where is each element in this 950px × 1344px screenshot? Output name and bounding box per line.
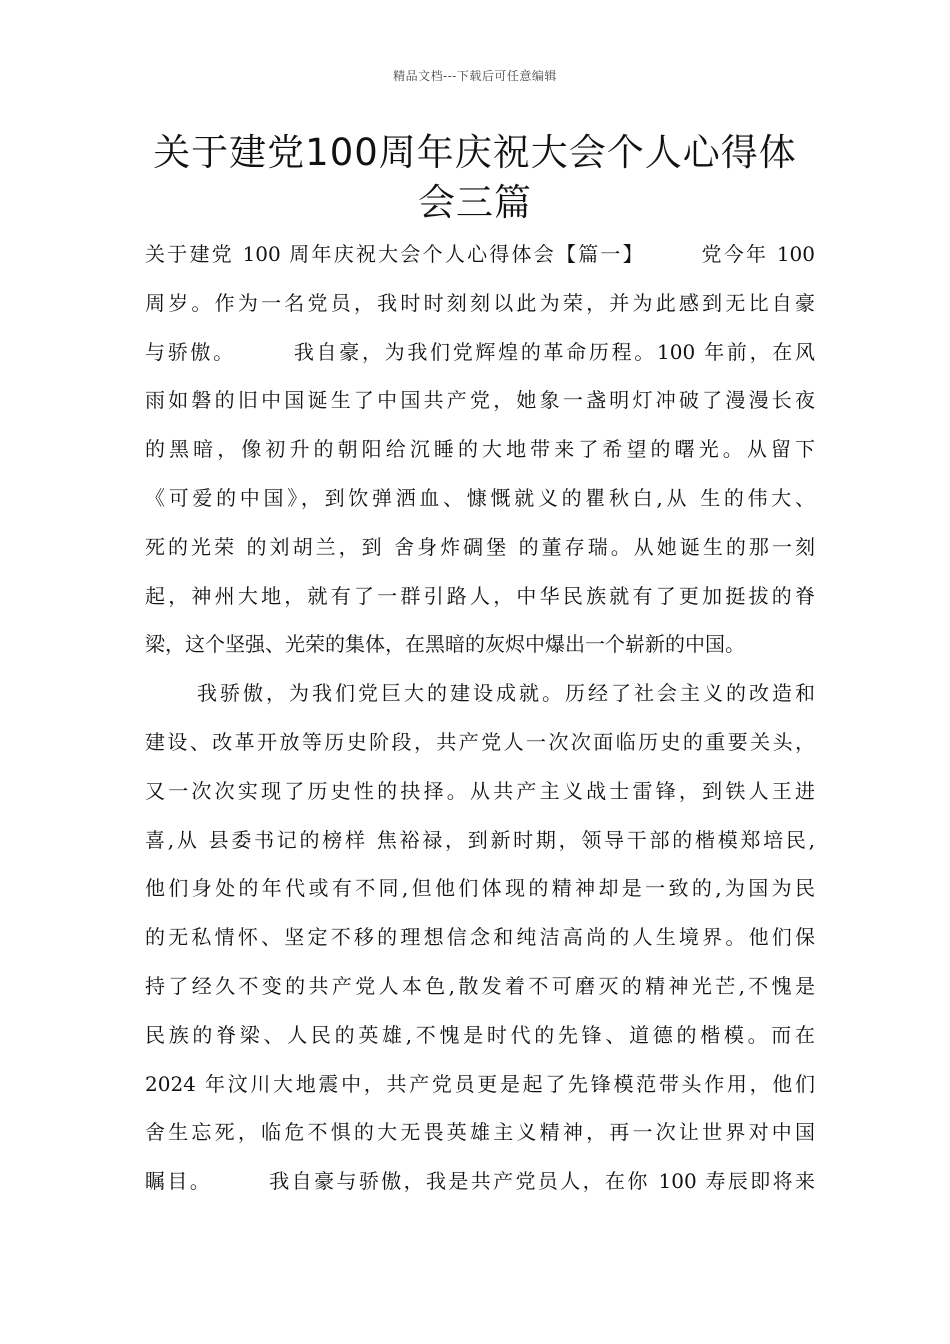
body-line-8: 起，神州大地，就有了一群引路人，中华民族就有了更加挺拔的脊	[145, 583, 815, 608]
body-line-3: 与骄傲。 我自豪，为我们党辉煌的革命历程。100 年前，在风	[145, 339, 815, 364]
body-line-5: 的黑暗，像初升的朝阳给沉睡的大地带来了希望的曙光。从留下	[145, 437, 815, 462]
body-line-15: 的无私情怀、坚定不移的理想信念和纯洁高尚的人生境界。他们保	[145, 925, 815, 950]
document-title	[120, 128, 830, 228]
body-line-10: 我骄傲，为我们党巨大的建设成就。历经了社会主义的改造和	[197, 681, 815, 706]
body-line-6: 《可爱的中国》，到饮弹洒血、慷慨就义的瞿秋白,从 生的伟大、	[145, 485, 815, 510]
body-line-1: 关于建党 100 周年庆祝大会个人心得体会【篇一】 党今年 100	[145, 242, 815, 266]
document-body	[145, 230, 815, 1206]
body-line-20: 瞩目。 我自豪与骄傲，我是共产党员人，在你 100 寿辰即将来	[145, 1169, 815, 1194]
body-line-11: 建设、改革开放等历史阶段，共产党人一次次面临历史的重要关头，	[145, 729, 815, 754]
header-note: 精品文档---下载后可任意编辑	[393, 69, 557, 83]
title-line-1: 关于建党100周年庆祝大会个人心得体	[153, 131, 797, 174]
title-line-2: 会三篇	[418, 181, 532, 224]
body-line-18: 2024 年汶川大地震中，共产党员更是起了先锋模范带头作用，他们	[145, 1071, 815, 1096]
body-line-16: 持了经久不变的共产党人本色,散发着不可磨灭的精神光芒,不愧是	[145, 973, 815, 998]
body-line-19: 舍生忘死，临危不惧的大无畏英雄主义精神，再一次让世界对中国	[145, 1120, 815, 1145]
body-line-12: 又一次次实现了历史性的抉择。从共产主义战士雷锋，到铁人王进	[145, 778, 815, 803]
body-line-9: 梁，这个坚强、光荣的集体，在黑暗的灰烬中爆出一个崭新的中国。	[145, 632, 745, 657]
body-line-13: 喜,从 县委书记的榜样 焦裕禄，到新时期，领导干部的楷模郑培民,	[145, 827, 815, 852]
body-line-4: 雨如磐的旧中国诞生了中国共产党，她象一盏明灯冲破了漫漫长夜	[145, 388, 815, 413]
body-line-17: 民族的脊梁、人民的英雄,不愧是时代的先锋、道德的楷模。而在	[145, 1022, 815, 1047]
body-line-14: 他们身处的年代或有不同,但他们体现的精神却是一致的,为国为民	[145, 876, 815, 901]
body-line-2: 周岁。作为一名党员，我时时刻刻以此为荣，并为此感到无比自豪	[145, 290, 815, 315]
body-line-7: 死的光荣 的刘胡兰，到 舍身炸碉堡 的董存瑞。从她诞生的那一刻	[145, 534, 815, 559]
